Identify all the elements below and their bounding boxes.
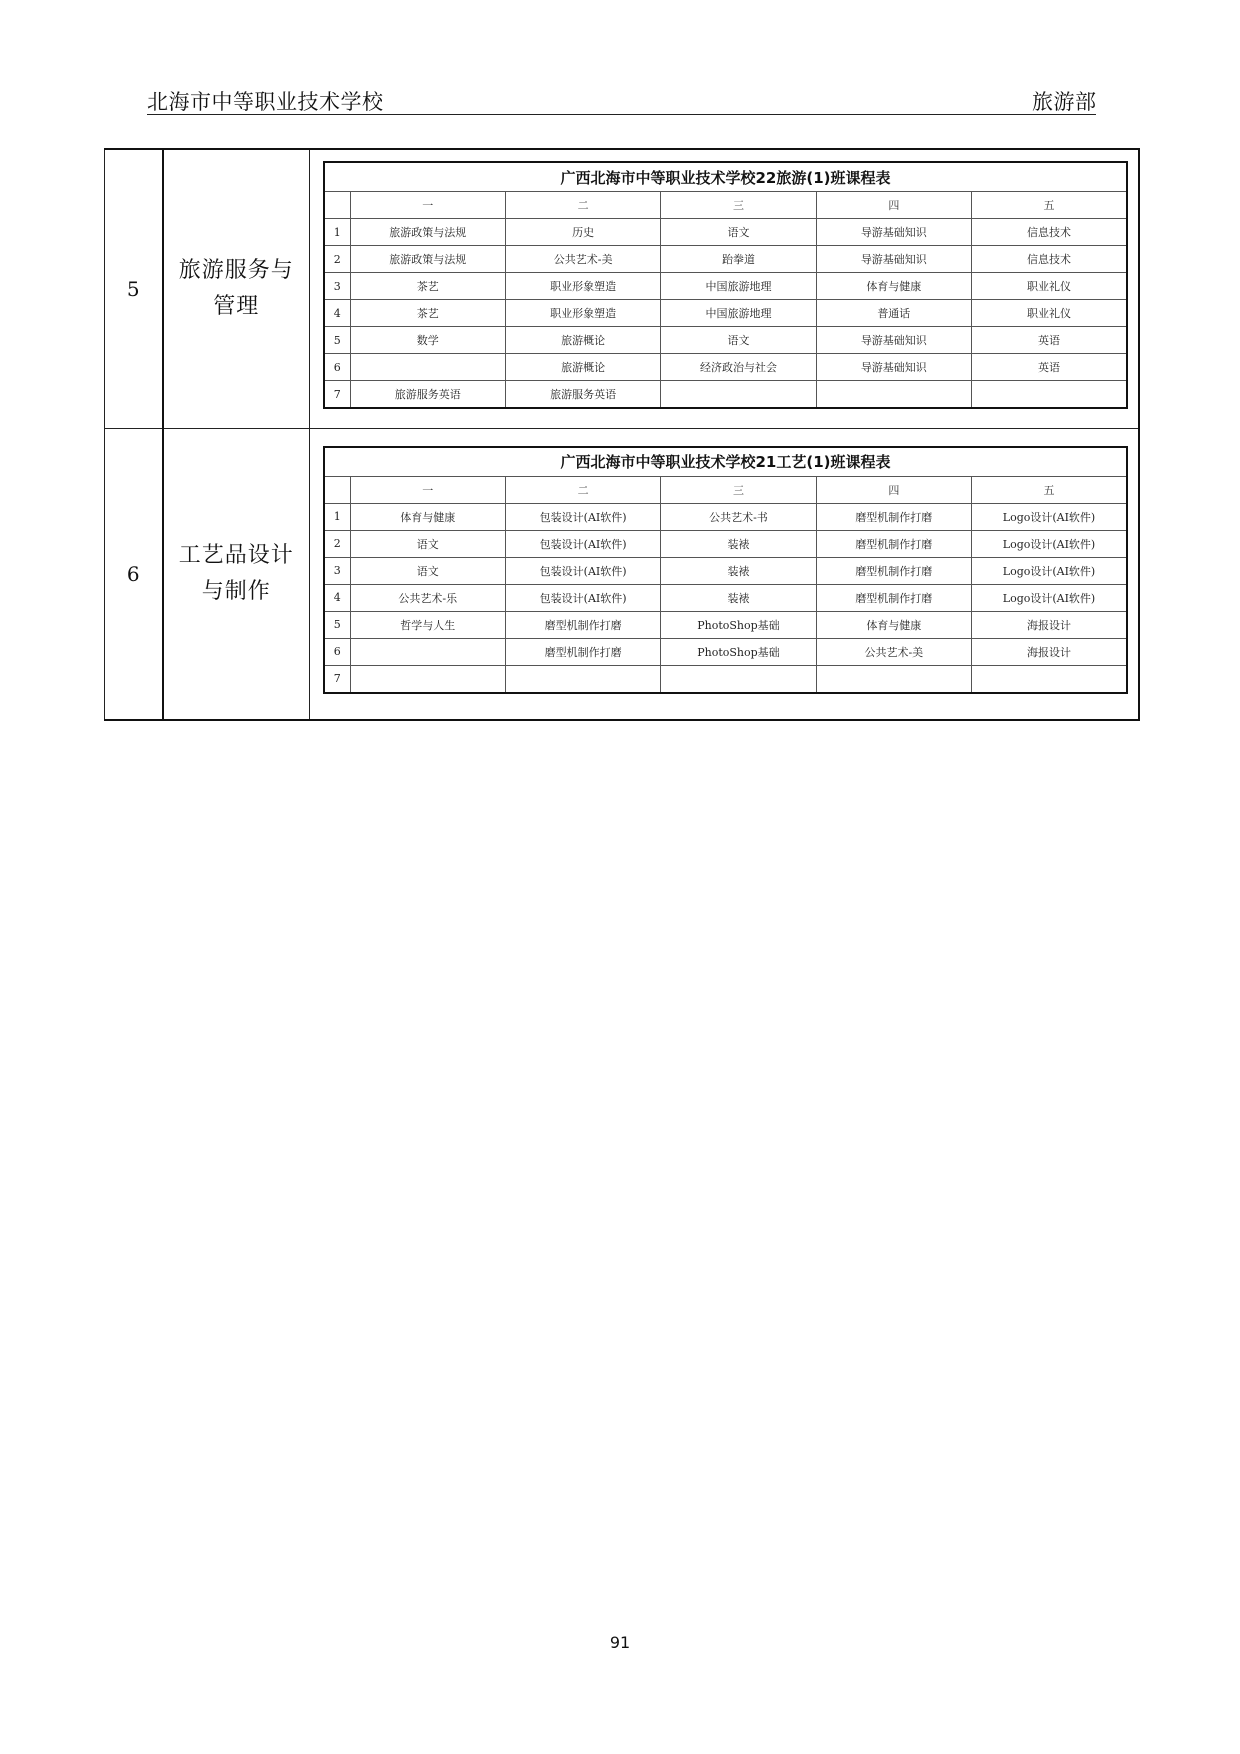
course-cell: 茶艺: [350, 300, 505, 327]
course-cell: 包装设计(AI软件): [505, 530, 660, 557]
course-cell: 语文: [350, 557, 505, 584]
weekday-header-row: [324, 476, 1127, 503]
course-cell: 旅游服务英语: [350, 381, 505, 409]
majors-table: [104, 148, 1140, 721]
course-cell: 语文: [661, 327, 816, 354]
course-cell: 海报设计: [972, 611, 1128, 638]
course-cell: [350, 354, 505, 381]
schedule-title-row: [324, 162, 1127, 192]
weekday-header: 五: [972, 192, 1128, 219]
major-row: [105, 429, 1139, 720]
course-cell: Logo设计(AI软件): [972, 584, 1128, 611]
major-name: [163, 429, 310, 720]
course-cell: 旅游政策与法规: [350, 219, 505, 246]
course-cell: [661, 665, 816, 693]
course-cell: Logo设计(AI软件): [972, 557, 1128, 584]
period-number: 2: [324, 246, 350, 273]
period-row: [324, 584, 1127, 611]
course-cell: 体育与健康: [350, 503, 505, 530]
period-row: [324, 665, 1127, 693]
course-cell: 旅游政策与法规: [350, 246, 505, 273]
course-cell: 公共艺术-乐: [350, 584, 505, 611]
course-cell: 海报设计: [972, 638, 1128, 665]
class-schedule: [323, 446, 1128, 694]
period-row: [324, 273, 1127, 300]
period-number: 4: [324, 584, 350, 611]
weekday-header: 三: [661, 476, 816, 503]
major-name-line: 与制作: [201, 578, 271, 604]
period-row: [324, 638, 1127, 665]
course-cell: 包装设计(AI软件): [505, 557, 660, 584]
weekday-header: 三: [661, 192, 816, 219]
course-cell: [816, 665, 971, 693]
course-cell: 语文: [350, 530, 505, 557]
course-cell: 中国旅游地理: [661, 300, 816, 327]
major-name-line: 工艺品设计: [178, 542, 294, 568]
period-row: [324, 503, 1127, 530]
course-cell: 历史: [505, 219, 660, 246]
period-number: 5: [324, 327, 350, 354]
course-cell: 数学: [350, 327, 505, 354]
course-cell: [350, 638, 505, 665]
course-cell: 职业形象塑造: [505, 300, 660, 327]
course-cell: 装裱: [661, 584, 816, 611]
period-number: 1: [324, 503, 350, 530]
period-row: [324, 557, 1127, 584]
course-cell: [972, 665, 1128, 693]
corner-cell: [324, 476, 350, 503]
major-name-line: 旅游服务与: [178, 258, 294, 283]
header-rule: [147, 114, 1096, 115]
course-cell: 磨型机制作打磨: [816, 503, 971, 530]
major-row: [105, 149, 1139, 429]
course-cell: 职业礼仪: [972, 273, 1128, 300]
course-cell: [972, 381, 1128, 409]
course-cell: Logo设计(AI软件): [972, 530, 1128, 557]
weekday-header: 五: [972, 476, 1128, 503]
page-number: 91: [609, 1633, 631, 1652]
period-number: 3: [324, 273, 350, 300]
period-number: 5: [324, 611, 350, 638]
course-cell: 职业礼仪: [972, 300, 1128, 327]
course-cell: 导游基础知识: [816, 354, 971, 381]
period-number: 4: [324, 300, 350, 327]
course-cell: 磨型机制作打磨: [505, 611, 660, 638]
course-cell: 中国旅游地理: [661, 273, 816, 300]
weekday-header: 一: [350, 192, 505, 219]
period-number: 1: [324, 219, 350, 246]
course-cell: 信息技术: [972, 219, 1128, 246]
period-number: 7: [324, 381, 350, 409]
course-cell: 磨型机制作打磨: [816, 530, 971, 557]
period-row: [324, 530, 1127, 557]
corner-cell: [324, 192, 350, 219]
course-cell: 导游基础知识: [816, 246, 971, 273]
course-cell: 公共艺术-美: [816, 638, 971, 665]
course-cell: 磨型机制作打磨: [816, 557, 971, 584]
course-cell: 体育与健康: [816, 273, 971, 300]
course-cell: 装裱: [661, 530, 816, 557]
course-cell: [661, 381, 816, 409]
course-cell: 旅游概论: [505, 327, 660, 354]
course-cell: 职业形象塑造: [505, 273, 660, 300]
course-cell: 装裱: [661, 557, 816, 584]
course-cell: 英语: [972, 327, 1128, 354]
course-cell: 普通话: [816, 300, 971, 327]
course-cell: 包装设计(AI软件): [505, 584, 660, 611]
period-row: [324, 327, 1127, 354]
course-cell: [505, 665, 660, 693]
schedule-title: 广西北海市中等职业技术学校21工艺(1)班课程表: [324, 447, 1127, 477]
row-number: 6: [105, 429, 163, 720]
weekday-header: 二: [505, 192, 660, 219]
course-cell: PhotoShop基础: [661, 611, 816, 638]
period-number: 2: [324, 530, 350, 557]
course-cell: 导游基础知识: [816, 219, 971, 246]
major-name: [163, 149, 310, 429]
course-cell: 信息技术: [972, 246, 1128, 273]
course-cell: 英语: [972, 354, 1128, 381]
period-row: [324, 611, 1127, 638]
major-name-line: 管理: [213, 294, 260, 319]
course-cell: [350, 665, 505, 693]
row-number: 5: [105, 149, 163, 429]
period-number: 6: [324, 638, 350, 665]
period-row: [324, 354, 1127, 381]
period-row: [324, 300, 1127, 327]
course-cell: 体育与健康: [816, 611, 971, 638]
course-cell: 旅游概论: [505, 354, 660, 381]
page-header-department: 旅游部: [1032, 90, 1097, 114]
course-cell: 跆拳道: [661, 246, 816, 273]
course-cell: 经济政治与社会: [661, 354, 816, 381]
weekday-header: 二: [505, 476, 660, 503]
weekday-header: 四: [816, 192, 971, 219]
schedule-cell: [310, 429, 1139, 720]
weekday-header: 一: [350, 476, 505, 503]
course-cell: 茶艺: [350, 273, 505, 300]
period-number: 7: [324, 665, 350, 693]
course-cell: 哲学与人生: [350, 611, 505, 638]
course-cell: 磨型机制作打磨: [816, 584, 971, 611]
page-header-school: 北海市中等职业技术学校: [147, 90, 384, 114]
schedule-title-row: [324, 447, 1127, 477]
course-cell: Logo设计(AI软件): [972, 503, 1128, 530]
course-cell: 公共艺术-美: [505, 246, 660, 273]
schedule-title: 广西北海市中等职业技术学校22旅游(1)班课程表: [324, 162, 1127, 192]
class-schedule: [323, 161, 1128, 409]
period-number: 3: [324, 557, 350, 584]
period-row: [324, 246, 1127, 273]
weekday-header-row: [324, 192, 1127, 219]
course-cell: 包装设计(AI软件): [505, 503, 660, 530]
course-cell: 旅游服务英语: [505, 381, 660, 409]
course-cell: PhotoShop基础: [661, 638, 816, 665]
course-cell: [816, 381, 971, 409]
weekday-header: 四: [816, 476, 971, 503]
period-row: [324, 219, 1127, 246]
schedule-cell: [310, 149, 1139, 429]
course-cell: 导游基础知识: [816, 327, 971, 354]
course-cell: 语文: [661, 219, 816, 246]
period-number: 6: [324, 354, 350, 381]
course-cell: 磨型机制作打磨: [505, 638, 660, 665]
period-row: [324, 381, 1127, 409]
course-cell: 公共艺术-书: [661, 503, 816, 530]
